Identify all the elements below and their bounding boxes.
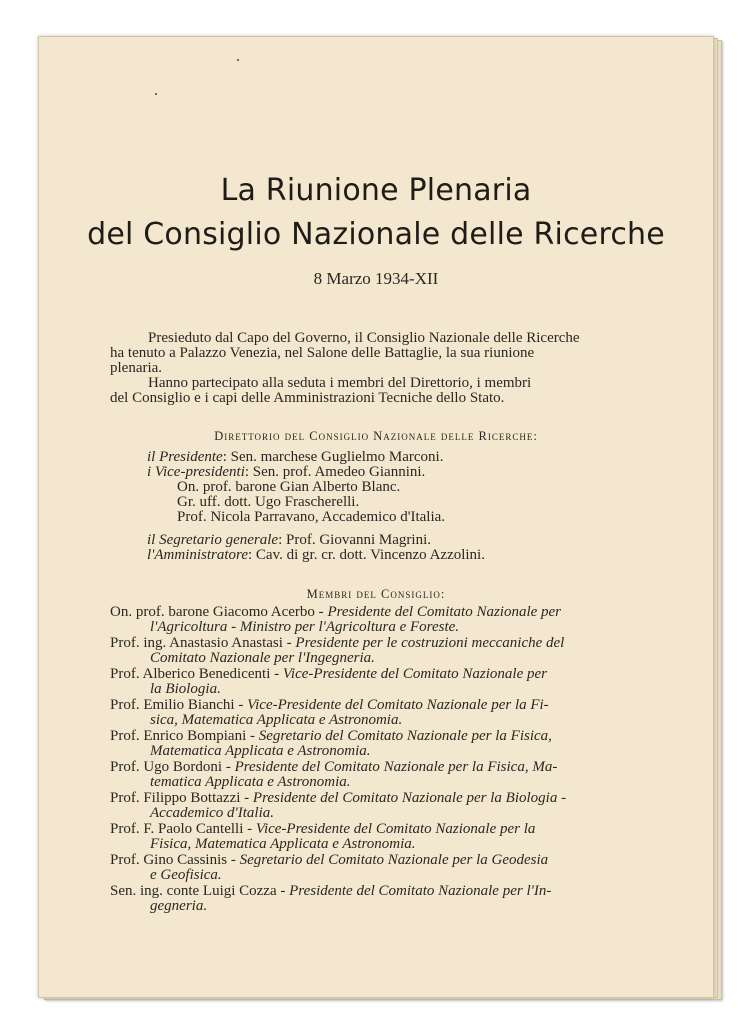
direttorio-list	[147, 450, 485, 563]
member-name: Prof. ing. Anastasio Anastasi -	[110, 635, 296, 651]
document-title-line-1: La Riunione Plenaria	[220, 173, 532, 208]
member-name: Prof. Emilio Bianchi -	[110, 697, 248, 713]
member-role: Presidente del Comitato Nazionale per l'In-	[289, 883, 552, 899]
member-role: Segretario del Comitato Nazionale per la Geodesia	[239, 852, 549, 868]
member-role: Presidente per le costruzioni meccaniche del	[295, 635, 565, 651]
direttorio-entry	[147, 510, 485, 525]
role-label: il Segretario generale	[147, 532, 279, 548]
intro-paragraph	[110, 331, 620, 376]
member-role: Vice-Presidente del Comitato Nazionale per	[282, 666, 547, 682]
member-name: Prof. F. Paolo Cantelli -	[110, 821, 256, 837]
membro-entry	[110, 729, 630, 758]
role-label: l'Amministratore	[147, 547, 248, 563]
intro-line: ha tenuto a Palazzo Venezia, nel Salone delle Battaglie, la sua riunione	[110, 345, 535, 361]
membro-entry	[110, 853, 630, 882]
direttorio-entry	[147, 495, 485, 510]
member-name: Gr. uff. dott. Ugo Frascherelli.	[177, 494, 360, 510]
member-name: Prof. Enrico Bompiani -	[110, 728, 259, 744]
member-role: Vice-Presidente del Comitato Nazionale per la	[255, 821, 536, 837]
direttorio-entry	[147, 480, 485, 495]
membri-list	[110, 605, 630, 915]
direttorio-entry	[147, 465, 485, 480]
intro-line: Presieduto dal Capo del Governo, il Consiglio Nazionale delle Ricerche	[148, 330, 580, 346]
membro-entry	[110, 667, 630, 696]
member-role-cont: gegneria.	[150, 898, 208, 914]
member-role: Presidente del Comitato Nazionale per	[327, 604, 562, 620]
member-role: Presidente del Comitato Nazionale per la Fisica, Ma-	[234, 759, 558, 775]
direttorio-heading: Direttorio del Consiglio Nazionale delle Ricerche:	[214, 429, 538, 443]
document-page	[38, 36, 714, 998]
intro-line: plenaria.	[110, 360, 163, 376]
member-role-cont: tematica Applicata e Astronomia.	[150, 774, 351, 790]
member-name: Prof. Filippo Bottazzi -	[110, 790, 253, 806]
member-role-cont: sica, Matematica Applicata e Astronomia.	[150, 712, 403, 728]
member-name: Prof. Nicola Parravano, Accademico d'Italia.	[177, 509, 446, 525]
member-role-cont: Matematica Applicata e Astronomia.	[150, 743, 371, 759]
member-role-cont: e Geofisica.	[150, 867, 222, 883]
member-role: Segretario del Comitato Nazionale per la Fisica,	[258, 728, 552, 744]
membro-entry	[110, 822, 630, 851]
member-name: : Cav. di gr. cr. dott. Vincenzo Azzolini.	[248, 547, 485, 563]
membri-heading: Membri del Consiglio:	[306, 587, 446, 601]
member-name: Prof. Alberico Benedicenti -	[110, 666, 283, 682]
membro-entry	[110, 760, 630, 789]
role-label: i Vice-presidenti	[147, 464, 245, 480]
direttorio-entry	[147, 548, 485, 563]
paper-speck	[237, 59, 239, 61]
membro-entry	[110, 884, 630, 913]
membro-entry	[110, 605, 630, 634]
document-title-line-2: del Consiglio Nazionale delle Ricerche	[87, 217, 665, 252]
member-name: : Sen. prof. Amedeo Giannini.	[244, 464, 426, 480]
participants-paragraph	[110, 376, 620, 406]
member-role: Vice-Presidente del Comitato Nazionale per la Fi-	[247, 697, 549, 713]
member-role-cont: Accademico d'Italia.	[150, 805, 274, 821]
member-name: Sen. ing. conte Luigi Cozza -	[110, 883, 290, 899]
role-label: il Presidente	[147, 449, 223, 465]
member-name: On. prof. barone Giacomo Acerbo -	[110, 604, 328, 620]
member-name: : Sen. marchese Guglielmo Marconi.	[222, 449, 444, 465]
direttorio-entry	[147, 450, 485, 465]
member-role-cont: Comitato Nazionale per l'Ingegneria.	[150, 650, 375, 666]
member-role-cont: Fisica, Matematica Applicata e Astronomia.	[150, 836, 416, 852]
participants-line: del Consiglio e i capi delle Amministrazioni Tecniche dello Stato.	[110, 390, 505, 406]
member-name: Prof. Gino Cassinis -	[110, 852, 240, 868]
member-role-cont: l'Agricoltura - Ministro per l'Agricoltura e Foreste.	[150, 619, 460, 635]
membro-entry	[110, 636, 630, 665]
member-role-cont: la Biologia.	[150, 681, 221, 697]
membro-entry	[110, 698, 630, 727]
member-name: On. prof. barone Gian Alberto Blanc.	[177, 479, 401, 495]
membro-entry	[110, 791, 630, 820]
paper-speck	[155, 93, 157, 95]
member-name: : Prof. Giovanni Magrini.	[278, 532, 431, 548]
document-date: 8 Marzo 1934-XII	[313, 269, 439, 288]
participants-line: Hanno partecipato alla seduta i membri del Direttorio, i membri	[148, 375, 532, 391]
member-name: Prof. Ugo Bordoni -	[110, 759, 235, 775]
member-role: Presidente del Comitato Nazionale per la Biologia -	[252, 790, 567, 806]
direttorio-entry	[147, 533, 485, 548]
